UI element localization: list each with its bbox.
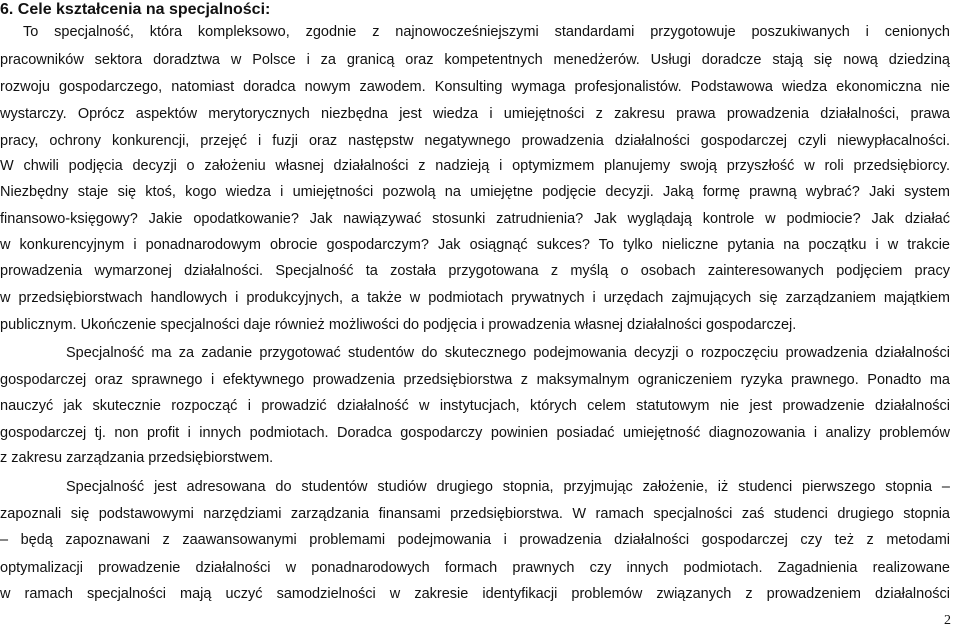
text-line: Specjalność ma za zadanie przygotować studentów do skutecznego podejmowania decyzji o rozpoczęciu prowadzenia działalności (66, 345, 950, 361)
text-line: To specjalność, która kompleksowo, zgodnie z najnowocześniejszymi standardami przygotowuje poszukiwanych i cenionych (23, 24, 950, 40)
section-heading: 6. Cele kształcenia na specjalności: (0, 1, 271, 18)
text-line: W chwili podjęcia decyzji o założeniu własnej działalności z nadzieją i optymizmem planujemy swoją przyszłość w roli przedsiębiorcy. (0, 158, 950, 174)
text-line: wystarczy. Oprócz aspektów merytorycznych niezbędna jest wiedza i umiejętności z zakresu prawa prowadzenia działalności, prawa (0, 106, 950, 122)
text-line: w ramach specjalności mają uczyć samodzielności w zakresie identyfikacji problemów związanych z prowadzeniem działalności (0, 586, 950, 602)
text-line: prowadzenia wymarzonej działalności. Specjalność ta została przygotowana z myślą o osobach zainteresowanych podjęciem pracy (0, 263, 950, 279)
text-line: finansowo-księgowy? Jakie opodatkowanie? Jak nawiązywać stosunki zatrudnienia? Jak wyglądają kontrole w podmiocie? Jak działać (0, 211, 950, 227)
text-line: zapoznali się podstawowymi narzędziami zarządzania finansami przedsiębiorstwa. W ramach specjalności zaś studenci drugiego stopnia (0, 506, 950, 522)
text-line: – będą zapoznawani z zaawansowanymi problemami podejmowania i prowadzenia działalności gospodarczej czy też z metodami (0, 532, 950, 548)
text-line: w konkurencyjnym i ponadnarodowym obrocie gospodarczym? Jak osiągnąć sukces? To tylko nieliczne pytania na początku i w trakcie (0, 237, 950, 253)
text-line: Niezbędny staje się ktoś, kogo wiedza i umiejętności pozwolą na umiejętne podjęcie decyzji. Jaką formę prawną wybrać? Jaki system (0, 184, 950, 200)
text-line: gospodarczej oraz sprawnego i efektywnego prowadzenia przedsiębiorstwa z maksymalnym ograniczeniem ryzyka prawnego. Ponadto ma (0, 372, 950, 388)
text-line: rozwoju gospodarczego, natomiast doradca nowym zawodem. Konsulting wymaga profesjonalistów. Podstawowa wiedza ekonomiczna nie (0, 79, 950, 95)
text-line: pracy, ochrony konkurencji, przejęć i fuzji oraz następstw negatywnego prowadzenia działalności gospodarczej czyli niewypłacalności. (0, 133, 950, 149)
text-line: w przedsiębiorstwach handlowych i produkcyjnych, a także w podmiotach prywatnych i urzędach zajmujących się zarządzaniem majątkiem (0, 290, 950, 306)
page-number: 2 (944, 613, 951, 628)
text-line: gospodarczej tj. non profit i innych podmiotach. Doradca gospodarczy powinien posiadać umiejętność diagnozowania i analizy problemów (0, 425, 950, 441)
text-line: nauczyć jak skutecznie rozpocząć i prowadzić działalność w instytucjach, których celem statutowym nie jest prowadzenie działalności (0, 398, 950, 414)
text-line: Specjalność jest adresowana do studentów studiów drugiego stopnia, przyjmując założenie, iż studenci pierwszego stopnia – (66, 479, 950, 495)
text-line: publicznym. Ukończenie specjalności daje również możliwości do podjęcia i prowadzenia własnej działalności gospodarczej. (0, 317, 797, 333)
text-line: pracowników sektora doradztwa w Polsce i za granicą oraz kompetentnych menedżerów. Usługi doradcze stają się nową dziedziną (0, 52, 950, 68)
text-line: optymalizacji prowadzenie działalności w ponadnarodowych formach prawnych czy innych podmiotach. Zagadnienia realizowane (0, 560, 950, 576)
text-line: z zakresu zarządzania przedsiębiorstwem. (0, 450, 274, 466)
